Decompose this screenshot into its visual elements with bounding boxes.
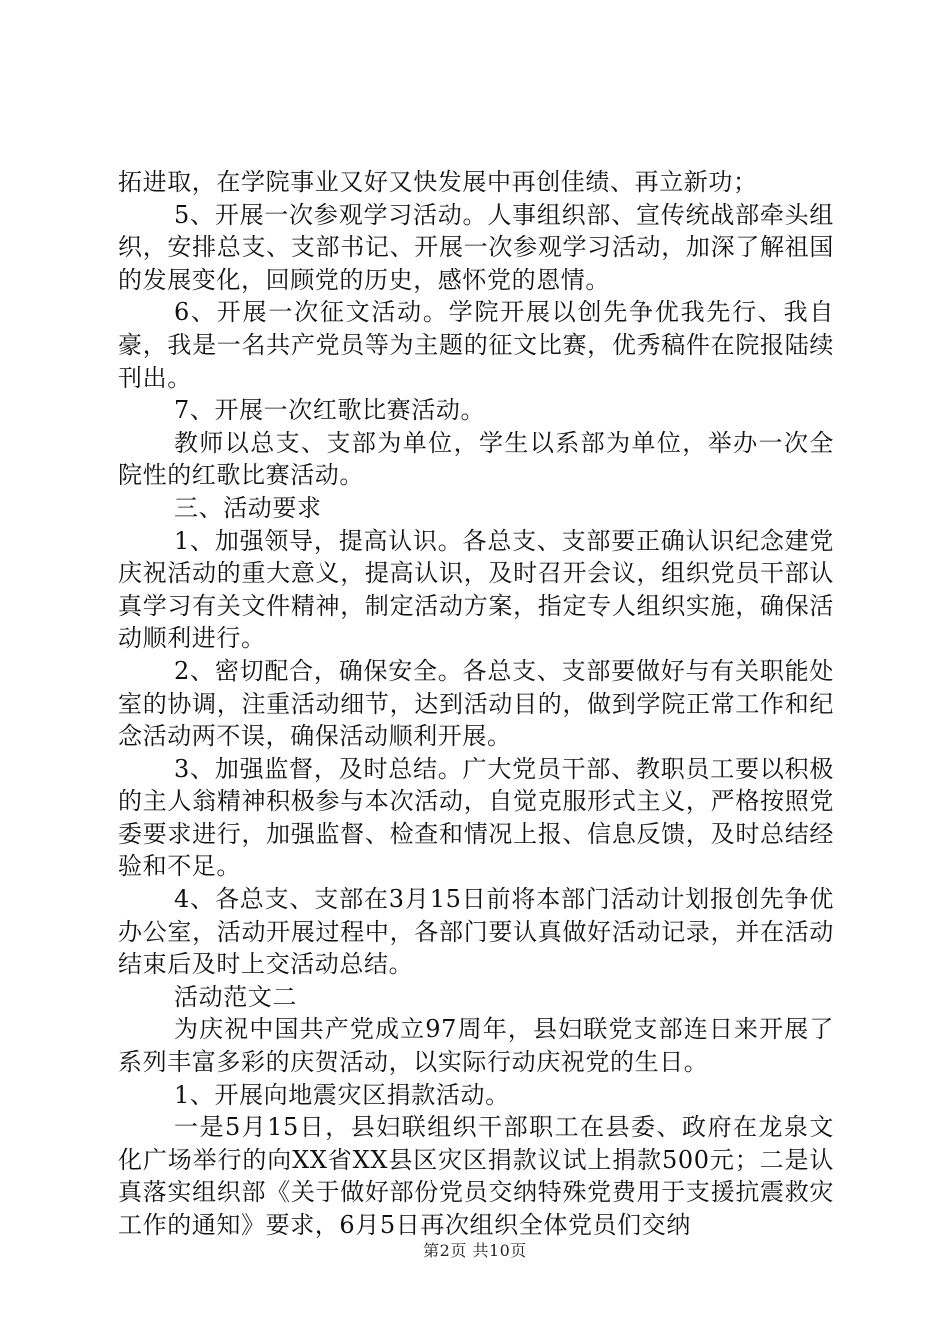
page-footer: 第2页 共10页 [423, 1241, 527, 1260]
paragraph: 三、活动要求 [174, 493, 322, 522]
paragraph: 教师以总支、支部为单位，学生以系部为单位，举办一次全院性的红歌比赛活动。 [118, 428, 834, 490]
paragraph: 4、各总支、支部在3月15日前将本部门活动计划报创先争优办公室，活动开展过程中，各部门要认真做好活动记录，并在活动结束后及时上交活动总结。 [118, 885, 834, 979]
paragraph: 7、开展一次红歌比赛活动。 [174, 396, 486, 425]
paragraph: 5、开展一次参观学习活动。人事组织部、宣传统战部牵头组织，安排总支、支部书记、开展一次参观学习活动，加深了解祖国的发展变化，回顾党的历史，感怀党的恩情。 [118, 200, 834, 294]
paragraph: 为庆祝中国共产党成立97周年，县妇联党支部连日来开展了系列丰富多彩的庆贺活动，以实际行动庆祝党的生日。 [118, 1015, 834, 1077]
paragraph: 1、开展向地震灾区捐款活动。 [174, 1080, 510, 1109]
paragraph: 1、加强领导，提高认识。各总支、支部要正确认识纪念建党庆祝活动的重大意义，提高认识，及时召开会议，组织党员干部认真学习有关文件精神，制定活动方案，指定专人组织实施，确保活动顺利进行。 [118, 526, 834, 653]
paragraph: 一是5月15日，县妇联组织干部职工在县委、政府在龙泉文化广场举行的向XX省XX县区灾区捐款议试上捐款500元；二是认真落实组织部《关于做好部份党员交纳特殊党费用于支援抗震救灾工作的通知》要求，6月5日再次组织全体党员们交纳 [118, 1113, 834, 1239]
document-body [118, 166, 834, 1242]
paragraph: 3、加强监督，及时总结。广大党员干部、教职员工要以积极的主人翁精神积极参与本次活动，自觉克服形式主义，严格按照党委要求进行，加强监督、检查和情况上报、信息反馈，及时总结经验和不足。 [118, 754, 834, 881]
paragraph: 拓进取，在学院事业又好又快发展中再创佳绩、再立新功； [118, 168, 758, 196]
paragraph: 2、密切配合，确保安全。各总支、支部要做好与有关职能处室的协调，注重活动细节，达到活动目的，做到学院正常工作和纪念活动两不误，确保活动顺利开展。 [118, 656, 834, 751]
paragraph: 6、开展一次征文活动。学院开展以创先争优我先行、我自豪，我是一名共产党员等为主题的征文比赛，优秀稿件在院报陆续刊出。 [118, 298, 834, 392]
paragraph: 活动范文二 [174, 982, 297, 1011]
